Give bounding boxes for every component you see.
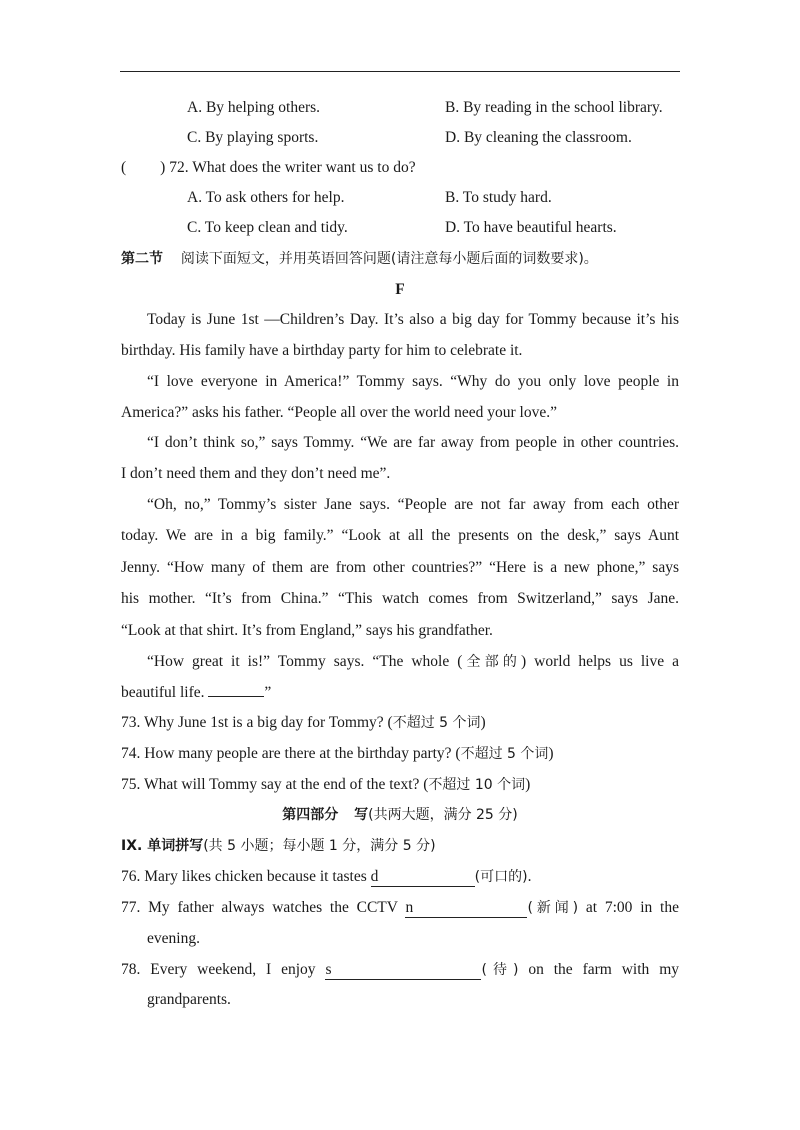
question-73-text: 73. Why June 1st is a big day for Tommy? ( (121, 714, 393, 731)
q72-option-c: C. To keep clean and tidy. (187, 219, 348, 236)
question-73-end: ) (480, 714, 486, 731)
q72-options-row2 (121, 217, 679, 239)
q72-option-a: A. To ask others for help. (187, 189, 345, 206)
question-75 (121, 774, 679, 796)
passage-line-12-end: ) world helps us live a (520, 653, 680, 670)
passage-line-3: “I love everyone in America!” Tommy says. “Why do you only love people in (147, 373, 679, 390)
question-73 (121, 712, 679, 734)
q72-option-d: D. To have beautiful hearts. (445, 219, 617, 236)
passage-letter: F (395, 281, 405, 298)
part4-write: 写 (354, 807, 369, 823)
q72-options-row1 (121, 187, 679, 209)
question-75-limit: 不超过 10 个词 (428, 777, 526, 793)
question-77-cont: evening. (147, 930, 200, 947)
q71-option-b: B. By reading in the school library. (445, 99, 663, 116)
passage-line-12 (121, 651, 679, 673)
passage-line-2: birthday. His family have a birthday party for him to celebrate it. (121, 342, 523, 359)
section2-instruction: 阅读下面短文，并用英语回答问题(请注意每小题后面的词数要求)。 (180, 251, 598, 267)
passage-line-5: “I don’t think so,” says Tommy. “We are far away from people in other countries. (147, 434, 679, 451)
part4-detail: (共两大题，满分 25 分) (368, 807, 518, 823)
q71-option-a: A. By helping others. (187, 99, 321, 116)
passage-line-9: Jenny. “How many of them are from other countries?” “Here is a new phone,” says (121, 559, 679, 576)
question-76 (121, 866, 679, 888)
question-76-letter: d (370, 868, 379, 885)
passage-line-11: “Look at that shirt. It’s from England,” says his grandfather. (121, 622, 493, 639)
passage-line-10: his mother. “It’s from China.” “This watch comes from Switzerland,” says Jane. (121, 590, 679, 607)
q71-option-c: C. By playing sports. (187, 129, 319, 146)
question-78-post: on the farm with my (518, 961, 679, 978)
ix-detail: (共 5 小题；每小题 1 分，满分 5 分) (203, 838, 436, 854)
passage-line-13 (121, 682, 679, 704)
passage-line-7: “Oh, no,” Tommy’s sister Jane says. “People are not far away from each other (147, 496, 679, 513)
q72-stem: 72. What does the writer want us to do? (169, 159, 416, 176)
answer-paren-close: ) (160, 159, 166, 176)
q72-option-b: B. To study hard. (445, 189, 552, 206)
q72-stem-line (121, 157, 679, 179)
passage-line-8: today. We are in a big family.” “Look at all the presents on the desk,” says Aunt (121, 527, 679, 544)
question-78-blank[interactable] (325, 961, 481, 980)
q71-options-row2 (121, 127, 679, 149)
question-74-limit: 不超过 5 个词 (460, 746, 549, 762)
passage-final: beautiful life. (121, 684, 205, 701)
question-76-text: 76. Mary likes chicken because it tastes (121, 868, 371, 885)
question-76-hint: (可口的) (474, 869, 528, 885)
question-76-end: . (527, 868, 532, 885)
passage-line-12-start: “How great it is!” Tommy says. “The whole ( (147, 653, 463, 670)
question-75-end: ) (525, 776, 531, 793)
passage-blank[interactable] (208, 696, 264, 697)
question-74-text: 74. How many people are there at the birthday party? ( (121, 745, 461, 762)
section2-heading (121, 248, 679, 270)
q71-option-d: D. By cleaning the classroom. (445, 129, 632, 146)
top-rule (120, 71, 680, 72)
q71-options-row1 (121, 97, 679, 119)
question-78 (121, 959, 679, 981)
passage-gloss: 全部的 (462, 654, 521, 670)
question-76-blank[interactable] (371, 868, 475, 887)
question-74 (121, 743, 679, 765)
passage-final-quote: ” (264, 684, 272, 701)
part4-title: 第四部分 (282, 807, 339, 823)
question-77-post: at 7:00 in the (578, 899, 679, 916)
ix-title: IX. 单词拼写 (121, 838, 204, 854)
passage-line-6: I don’t need them and they don’t need me”. (121, 465, 391, 482)
question-77-blank[interactable] (405, 899, 527, 918)
passage-line-4: America?” asks his father. “People all over the world need your love.” (121, 404, 557, 421)
question-73-limit: 不超过 5 个词 (392, 715, 481, 731)
question-77-letter: n (405, 899, 414, 916)
question-77-text: 77. My father always watches the CCTV (121, 899, 406, 916)
question-75-text: 75. What will Tommy say at the end of the text? ( (121, 776, 429, 793)
part4-heading (121, 804, 679, 826)
question-77-hint: (新闻) (527, 900, 579, 916)
question-74-end: ) (548, 745, 554, 762)
question-77 (121, 897, 679, 919)
question-78-cont: grandparents. (147, 991, 231, 1008)
passage-line-1: Today is June 1st —Children’s Day. It’s also a big day for Tommy because it’s his (147, 311, 679, 328)
answer-paren-open: ( (121, 159, 127, 176)
question-78-text: 78. Every weekend, I enjoy (121, 961, 326, 978)
question-78-hint: (待) (481, 962, 519, 978)
ix-heading (121, 835, 679, 857)
question-78-letter: s (325, 961, 332, 978)
section2-title: 第二节 (121, 251, 163, 267)
